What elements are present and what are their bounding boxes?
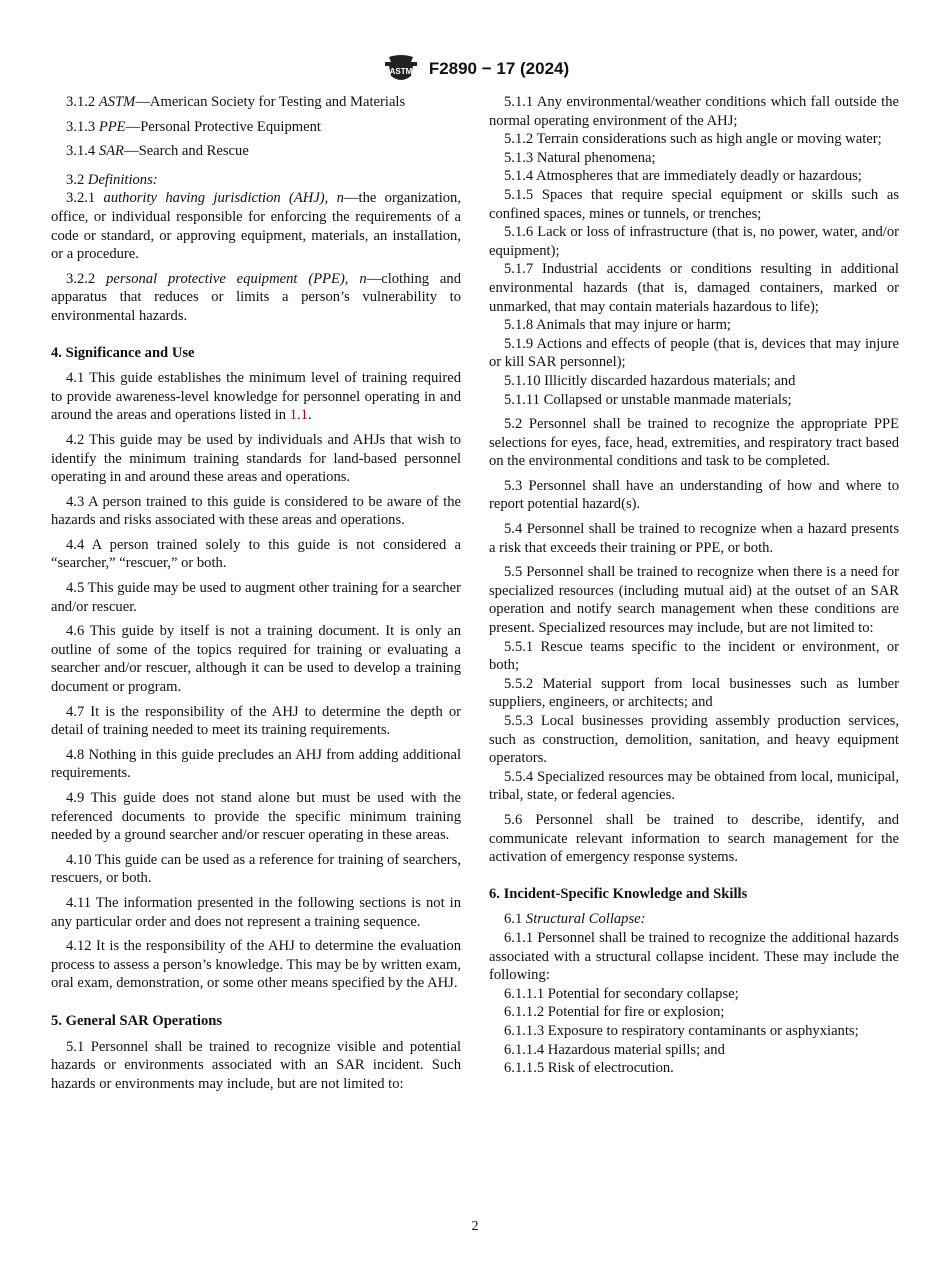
page-header xyxy=(0,54,950,84)
left-column xyxy=(51,93,461,1099)
section-5-5: 5.5 Personnel shall be trained to recognize when there is a need for specialized resources (including mutual aid) at the outset of an SAR operation and notify search management when these conditions are present. Specialized resources may include, but are not limited to: xyxy=(489,564,899,637)
cross-reference-link[interactable]: 1.1 xyxy=(289,407,308,424)
section-5-5-3: 5.5.3 Local businesses providing assembly production services, such as construction, demolition, sanitation, and heavy equipment operators. xyxy=(489,713,899,767)
section-5-6: 5.6 Personnel shall be trained to describe, identify, and communicate relevant information to search management for the activation of emergency response systems. xyxy=(489,811,899,866)
section-5-1-7: 5.1.7 Industrial accidents or conditions resulting in additional environmental hazards (that is, damaged containers, marked or unmarked, that may contain materials hazardous to life); xyxy=(489,261,899,315)
section-5-1-9: 5.1.9 Actions and effects of people (that is, devices that may injure or kill SAR personnel); xyxy=(489,335,899,371)
section-6-1: 6.1 Structural Collapse: xyxy=(504,911,646,928)
heading-section-5: 5. General SAR Operations xyxy=(51,1012,223,1029)
section-5-3: 5.3 Personnel shall have an understanding of how and where to report potential hazard(s). xyxy=(489,477,899,513)
section-3-1-2: 3.1.2 ASTM—American Society for Testing and Materials xyxy=(66,94,406,110)
astm-logo-icon xyxy=(381,54,421,84)
section-4-9: 4.9 This guide does not stand alone but must be used with the referenced documents to provide the specific minimum training needed by a ground searcher and/or rescuer operating in these areas. xyxy=(51,790,461,844)
section-5-4: 5.4 Personnel shall be trained to recognize when a hazard presents a risk that exceeds their training or PPE, or both. xyxy=(489,521,899,556)
heading-section-6: 6. Incident-Specific Knowledge and Skills xyxy=(489,885,748,902)
section-4-12: 4.12 It is the responsibility of the AHJ to determine the evaluation process to assess a person’s knowledge. This may be by written exam, oral exam, demonstration, or some other means specified by the AHJ. xyxy=(51,938,461,992)
section-5-1-2: 5.1.2 Terrain considerations such as high angle or moving water; xyxy=(504,131,882,148)
section-5-1-10: 5.1.10 Illicitly discarded hazardous materials; and xyxy=(504,372,796,389)
section-6-1-1-5: 6.1.1.5 Risk of electrocution. xyxy=(504,1060,674,1077)
section-6-1-1-2: 6.1.1.2 Potential for fire or explosion; xyxy=(504,1004,725,1021)
section-5-1-6: 5.1.6 Lack or loss of infrastructure (that is, no power, water, and/or equipment); xyxy=(489,224,899,259)
section-3-1-4: 3.1.4 SAR—Search and Rescue xyxy=(66,143,249,160)
section-5-1: 5.1 Personnel shall be trained to recognize visible and potential hazards or environments associated with an SAR incident. Such hazards or environments may include, but are not limited to: xyxy=(51,1038,461,1092)
section-4-11: 4.11 The information presented in the following sections is not in any particular order and does not represent a training sequence. xyxy=(51,894,461,930)
section-4-5: 4.5 This guide may be used to augment other training for a searcher and/or rescuer. xyxy=(51,580,461,615)
section-6-1-1-3: 6.1.1.3 Exposure to respiratory contaminants or asphyxiants; xyxy=(504,1022,859,1039)
heading-section-4: 4. Significance and Use xyxy=(51,344,195,361)
section-6-1-1-4: 6.1.1.4 Hazardous material spills; and xyxy=(504,1041,725,1058)
section-4-10: 4.10 This guide can be used as a reference for training of searchers, rescuers, or both. xyxy=(51,851,461,887)
section-4-3: 4.3 A person trained to this guide is considered to be aware of the hazards and risks associated with these areas and operations. xyxy=(51,493,461,529)
section-5-5-2: 5.5.2 Material support from local businesses such as lumber suppliers, engineers, or architects; and xyxy=(489,675,899,711)
section-5-1-5: 5.1.5 Spaces that require special equipment or skills such as confined spaces, mines or tunnels, or trenches; xyxy=(489,186,899,222)
section-4-4: 4.4 A person trained solely to this guide is not considered a “searcher,” “rescuer,” or both. xyxy=(51,536,461,572)
section-4-2: 4.2 This guide may be used by individuals and AHJs that wish to identify the minimum training standards for land-based personnel operating in and around these areas and operations. xyxy=(51,431,461,486)
page-number: 2 xyxy=(471,1219,479,1234)
section-5-2: 5.2 Personnel shall be trained to recognize the appropriate PPE selections for eyes, face, head, extremities, and respiratory tract based on the environmental conditions and task to be completed. xyxy=(489,416,899,470)
section-6-1-1-1: 6.1.1.1 Potential for secondary collapse; xyxy=(504,985,739,1002)
section-3-1-3: 3.1.3 PPE—Personal Protective Equipment xyxy=(66,118,321,135)
section-5-5-4: 5.5.4 Specialized resources may be obtained from local, municipal, tribal, state, or federal agencies. xyxy=(489,768,899,804)
section-5-1-1: 5.1.1 Any environmental/weather conditions which fall outside the normal operating environment of the AHJ; xyxy=(489,94,899,129)
section-3-2-1: 3.2.1 authority having jurisdiction (AHJ), n—the organization, office, or individual responsible for enforcing the requirements of a code or standard, or approving equipment, materials, an installation, or a procedure. xyxy=(51,190,461,263)
section-3-2: 3.2 Definitions: xyxy=(66,171,158,188)
section-4-7: 4.7 It is the responsibility of the AHJ to determine the depth or detail of training needed to meet its training requirements. xyxy=(51,703,461,739)
section-5-1-3: 5.1.3 Natural phenomena; xyxy=(504,149,656,166)
section-3-2-2: 3.2.2 personal protective equipment (PPE), n—clothing and apparatus that reduces or limits a person’s vulnerability to environmental hazards. xyxy=(51,270,461,324)
svg-text:ASTM: ASTM xyxy=(389,67,413,76)
section-4-1: 4.1 This guide establishes the minimum level of training required to provide awareness-level knowledge for personnel operating in and around the areas and operations listed in 1.1. xyxy=(51,370,461,424)
right-column xyxy=(489,93,899,1078)
section-4-8: 4.8 Nothing in this guide precludes an AHJ from adding additional requirements. xyxy=(51,746,461,782)
section-5-5-1: 5.5.1 Rescue teams specific to the incident or environment, or both; xyxy=(489,638,899,674)
section-4-6: 4.6 This guide by itself is not a training document. It is only an outline of some of the topics required for training or evaluating a searcher and/or rescuer, although it can be used to develop a training document or program. xyxy=(51,623,461,696)
standard-designation: F2890 − 17 (2024) xyxy=(428,59,570,78)
section-5-1-4: 5.1.4 Atmospheres that are immediately deadly or hazardous; xyxy=(504,168,862,185)
section-6-1-1: 6.1.1 Personnel shall be trained to recognize the additional hazards associated with a structural collapse incident. These may include the following: xyxy=(489,929,899,984)
section-5-1-11: 5.1.11 Collapsed or unstable manmade materials; xyxy=(504,391,792,408)
section-5-1-8: 5.1.8 Animals that may injure or harm; xyxy=(504,317,731,334)
